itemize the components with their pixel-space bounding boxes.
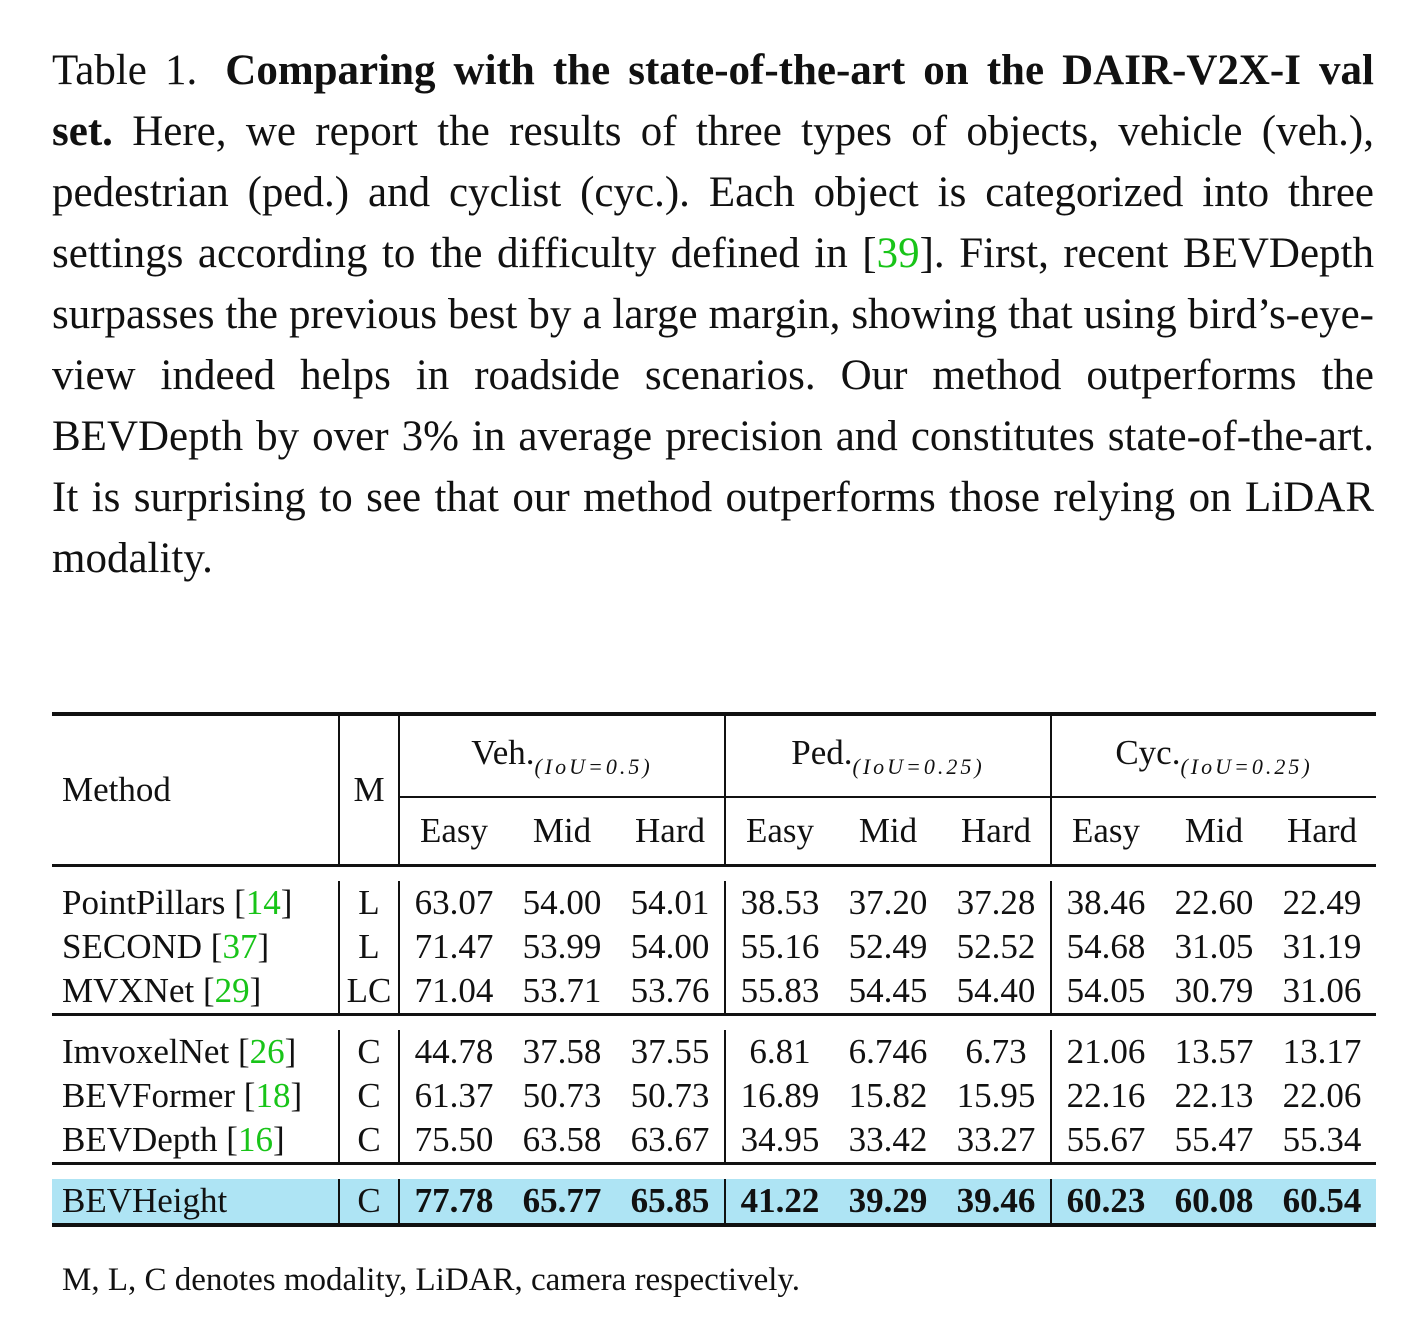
lidar-methods-group: [52, 881, 1376, 1015]
metric-cell: 37.58: [522, 1032, 602, 1071]
metric-cell: 53.99: [522, 927, 602, 966]
metric-cell: 22.16: [1051, 1074, 1160, 1118]
metric-cell: 38.53: [725, 881, 834, 925]
metric-cell: 13.57: [1174, 1032, 1254, 1071]
table-row: [52, 969, 1376, 1015]
metric-cell: 53.71: [522, 971, 602, 1010]
caption-text-1: Here, we report the results of three types of objects, vehicle (veh.), pedestrian (ped.) and cyclist (cyc.). Each object is categorized into three settings according to the difficulty defined in: [52, 108, 1374, 277]
level-header: Easy: [399, 797, 508, 866]
method-name: BEVDepth [16]: [62, 1120, 285, 1159]
metric-cell: 71.04: [399, 969, 508, 1015]
metric-cell: 55.34: [1282, 1120, 1362, 1159]
metric-cell: 22.06: [1282, 1076, 1362, 1115]
modality-cell: C: [339, 1074, 399, 1118]
metric-cell: 30.79: [1174, 971, 1254, 1010]
modality-cell: LC: [339, 969, 399, 1015]
caption-ref-close: ].: [919, 230, 960, 277]
method-name: SECOND [37]: [62, 927, 270, 966]
metric-cell: 54.00: [630, 927, 710, 966]
method-name: PointPillars [14]: [62, 883, 293, 922]
metric-cell: 6.746: [848, 1032, 928, 1071]
citation-link[interactable]: 18: [255, 1076, 291, 1115]
metric-cell: 6.73: [965, 1032, 1027, 1071]
proposed-method-group: [52, 1179, 1376, 1225]
metric-cell: 33.42: [848, 1120, 928, 1159]
caption-ref-open: [: [847, 230, 877, 277]
modality-cell: C: [339, 1030, 399, 1074]
metric-cell: 31.06: [1282, 971, 1362, 1010]
citation-link[interactable]: 16: [237, 1120, 273, 1159]
metric-cell: 22.13: [1174, 1076, 1254, 1115]
metric-cell: 41.22: [725, 1179, 834, 1225]
caption-label: Table 1.: [52, 47, 198, 94]
table-row: [52, 925, 1376, 969]
table-footnote: M, L, C denotes modality, LiDAR, camera respectively.: [62, 1262, 801, 1298]
method-header: Method: [62, 770, 171, 809]
metric-cell: 55.47: [1174, 1120, 1254, 1159]
table-row: [52, 881, 1376, 925]
metric-cell: 63.67: [630, 1120, 710, 1159]
method-name: BEVFormer [18]: [62, 1076, 303, 1115]
modality-cell: C: [339, 1179, 399, 1225]
table-row: [52, 1030, 1376, 1074]
metric-cell: 52.52: [956, 927, 1036, 966]
metric-cell: 34.95: [725, 1118, 834, 1164]
group-header-ped: $Ped._{(IoU=0.25)}$: [725, 714, 1051, 797]
modality-cell: C: [339, 1118, 399, 1164]
metric-cell: 61.37: [399, 1074, 508, 1118]
metric-cell: 71.47: [399, 925, 508, 969]
metric-cell: 53.76: [630, 971, 710, 1010]
level-header: Hard: [961, 811, 1031, 850]
metric-cell: 33.27: [956, 1120, 1036, 1159]
metric-cell: 55.83: [725, 969, 834, 1015]
method-name: BEVHeight: [52, 1179, 339, 1225]
metric-cell: 55.16: [725, 925, 834, 969]
metric-cell: 21.06: [1051, 1030, 1160, 1074]
header-row-groups: [52, 714, 1376, 797]
table-caption: [52, 40, 1374, 589]
metric-cell: 31.05: [1174, 927, 1254, 966]
citation-link[interactable]: 37: [222, 927, 258, 966]
metric-cell: 37.20: [848, 883, 928, 922]
method-name: MVXNet [29]: [62, 971, 262, 1010]
citation-link[interactable]: 14: [245, 883, 281, 922]
metric-cell: 13.17: [1282, 1032, 1362, 1071]
level-header: Easy: [1051, 797, 1160, 866]
metric-cell: 60.23: [1051, 1179, 1160, 1225]
metric-cell: 60.08: [1160, 1179, 1268, 1225]
level-header: Mid: [1184, 811, 1244, 850]
metric-cell: 54.68: [1051, 925, 1160, 969]
level-header: Mid: [532, 811, 592, 850]
group-header-veh: $Veh._{(IoU=0.5)}$: [399, 714, 725, 797]
modality-cell: L: [339, 881, 399, 925]
metric-cell: 6.81: [725, 1030, 834, 1074]
metric-cell: 15.95: [956, 1076, 1036, 1115]
modality-cell: L: [339, 925, 399, 969]
caption-title: Comparing with the state-of-the-art on the DAIR-V2X-I val set.: [52, 47, 1374, 155]
metric-cell: 54.40: [956, 971, 1036, 1010]
metric-cell: 22.49: [1282, 883, 1362, 922]
metric-cell: 50.73: [522, 1076, 602, 1115]
metric-cell: 15.82: [848, 1076, 928, 1115]
metric-cell: 39.46: [942, 1179, 1051, 1225]
metric-cell: 63.58: [522, 1120, 602, 1159]
table-row: [52, 1118, 1376, 1164]
metric-cell: 39.29: [834, 1179, 942, 1225]
metric-cell: 60.54: [1268, 1179, 1376, 1225]
metric-cell: 65.77: [508, 1179, 616, 1225]
level-header: Hard: [1287, 811, 1357, 850]
results-table-wrap: [52, 712, 1376, 1227]
level-header: Mid: [858, 811, 918, 850]
metric-cell: 52.49: [848, 927, 928, 966]
metric-cell: 54.05: [1051, 969, 1160, 1015]
metric-cell: 38.46: [1051, 881, 1160, 925]
metric-cell: 54.00: [522, 883, 602, 922]
metric-cell: 31.19: [1282, 927, 1362, 966]
method-name: ImvoxelNet [26]: [62, 1032, 297, 1071]
metric-cell: 50.73: [630, 1076, 710, 1115]
metric-cell: 75.50: [399, 1118, 508, 1164]
citation-link[interactable]: 26: [249, 1032, 285, 1071]
level-header: Easy: [725, 797, 834, 866]
metric-cell: 22.60: [1174, 883, 1254, 922]
metric-cell: 63.07: [399, 881, 508, 925]
metric-cell: 44.78: [399, 1030, 508, 1074]
metric-cell: 37.28: [956, 883, 1036, 922]
metric-cell: 54.01: [630, 883, 710, 922]
level-header: Hard: [635, 811, 705, 850]
modality-header: M: [339, 714, 399, 866]
table-row: [52, 1074, 1376, 1118]
caption-text-2: First, recent BEVDepth surpasses the previous best by a large margin, showing that using bird’s-eye-view indeed helps in roadside scenarios. Our method outperforms the BEVDepth by over 3% in average precision and constitutes state-of-the-art. It is surprising to see that our method outperforms those relying on LiDAR modality.: [52, 230, 1374, 582]
metric-cell: 77.78: [399, 1179, 508, 1225]
metric-cell: 65.85: [616, 1179, 725, 1225]
table-row: [52, 1179, 1376, 1225]
citation-link[interactable]: 29: [214, 971, 250, 1010]
metric-cell: 37.55: [630, 1032, 710, 1071]
caption-citation-link[interactable]: 39: [876, 230, 920, 277]
metric-cell: 55.67: [1051, 1118, 1160, 1164]
camera-methods-group: [52, 1030, 1376, 1164]
metric-cell: 54.45: [848, 971, 928, 1010]
metric-cell: 16.89: [725, 1074, 834, 1118]
group-header-cyc: $Cyc._{(IoU=0.25)}$: [1051, 714, 1376, 797]
results-table: [52, 712, 1376, 1227]
